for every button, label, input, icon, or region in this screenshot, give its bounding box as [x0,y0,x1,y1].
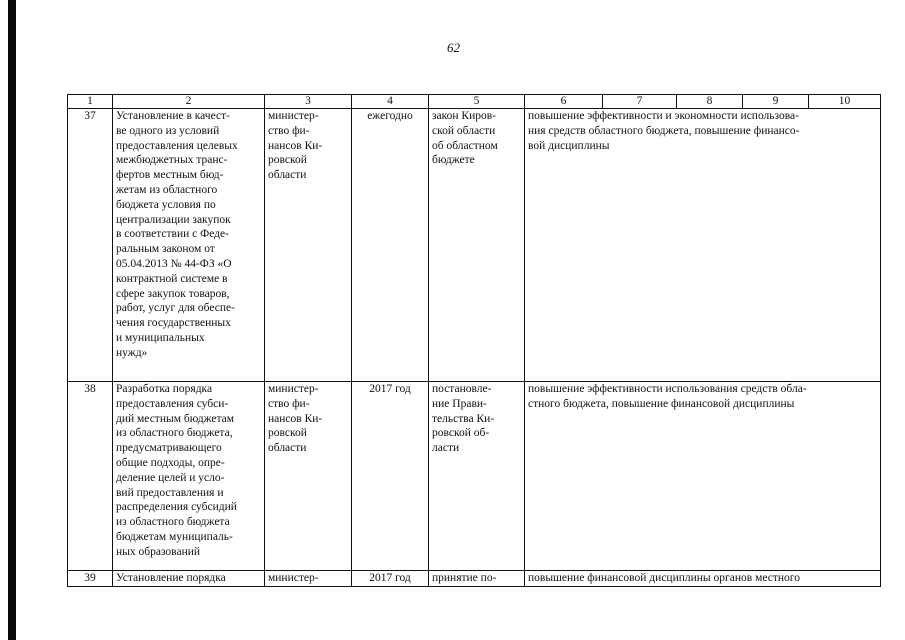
document-cell [429,382,525,571]
page-number: 62 [447,40,460,55]
column-header: 7 [603,95,677,109]
executor-cell [265,382,352,571]
table-row [68,571,881,587]
table-row [68,382,881,571]
term-cell: ежегодно [352,109,429,382]
document-cell [429,571,525,587]
measure-text: Разработка порядка предоставления субси- дий местным бюджетам из областного бюджета, предусматривающего общие подходы, опре- деление целей и усло- вий предоставления и распределения субсидий из областного бюджета бюджетам муниципаль- ных образований [116,383,237,558]
header-row [68,95,881,109]
result-cell [525,382,881,571]
executor-text: министер- ство фи- нансов Ки- ровской области [268,110,323,182]
term-cell: 2017 год [352,571,429,587]
measures-table [67,94,881,587]
executor-cell [265,109,352,382]
column-header: 2 [113,95,265,109]
measure-text: Установление порядка [116,572,226,584]
column-header: 3 [265,95,352,109]
measure-text: Установление в качест- ве одного из условий предоставления целевых межбюджетных транс- фертов местным бюд- жетам из областного бюджета условия по централизации закупок в соответствии с Феде- ральным законом от 05.04.2013 № 44-ФЗ «О контрактной системе в сфере закупок товаров, работ, услуг для обеспе- чения государственных и муниципальных нужд» [116,110,238,359]
result-text: повышение эффективности и экономности использова- ния средств областного бюджета, повышение финансо- вой дисциплины [528,110,800,152]
column-header: 10 [809,95,881,109]
column-header: 5 [429,95,525,109]
result-cell [525,109,881,382]
row-number: 37 [68,109,113,382]
column-header: 1 [68,95,113,109]
measure-cell [113,109,265,382]
executor-text: министер- ство фи- нансов Ки- ровской области [268,383,323,455]
column-header: 8 [677,95,743,109]
executor-cell [265,571,352,587]
measure-cell [113,571,265,587]
measure-cell [113,382,265,571]
row-number: 39 [68,571,113,587]
row-number: 38 [68,382,113,571]
document-text: закон Киров- ской области об областном бюджете [432,110,498,167]
table-row [68,109,881,382]
result-cell [525,571,881,587]
term-cell: 2017 год [352,382,429,571]
column-header: 4 [352,95,429,109]
executor-text: министер- [268,572,319,584]
scan-edge [8,0,16,640]
result-text: повышение финансовой дисциплины органов местного [528,572,800,584]
document-text: постановле- ние Прави- тельства Ки- ровской об- ласти [432,383,495,455]
column-header: 6 [525,95,603,109]
document-cell [429,109,525,382]
column-header: 9 [743,95,809,109]
result-text: повышение эффективности использования средств обла- стного бюджета, повышение финансовой дисциплины [528,383,807,410]
document-text: принятие по- [432,572,497,584]
